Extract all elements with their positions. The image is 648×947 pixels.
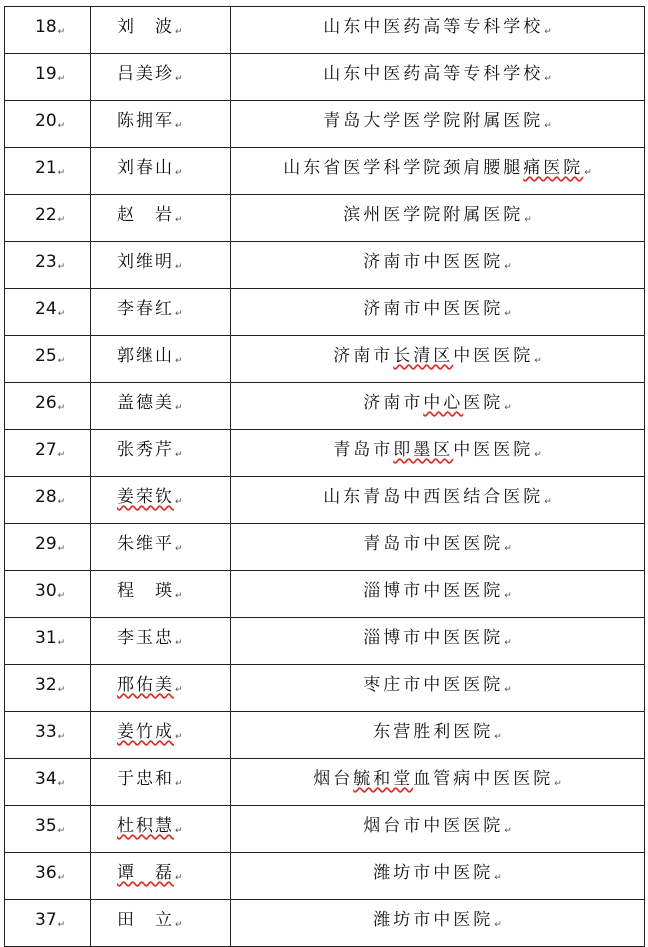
name-cell	[91, 900, 231, 947]
unit-cell	[231, 289, 645, 336]
table-row	[5, 665, 645, 712]
name-cell	[91, 101, 231, 148]
paragraph-mark-icon: ↵	[57, 121, 66, 131]
unit-cell	[231, 54, 645, 101]
paragraph-mark-icon: ↵	[175, 920, 183, 930]
row-number: 33	[35, 722, 57, 742]
paragraph-mark-icon: ↵	[175, 27, 183, 37]
paragraph-mark-icon: ↵	[504, 262, 512, 272]
paragraph-mark-icon: ↵	[57, 262, 66, 272]
person-name: 李玉忠	[117, 628, 174, 648]
row-number: 19	[35, 64, 57, 84]
row-number-cell	[5, 806, 91, 853]
paragraph-mark-icon: ↵	[57, 168, 66, 178]
table-row	[5, 524, 645, 571]
paragraph-mark-icon: ↵	[57, 497, 66, 507]
unit-cell	[231, 853, 645, 900]
paragraph-mark-icon: ↵	[175, 732, 183, 742]
name-cell	[91, 759, 231, 806]
paragraph-mark-icon: ↵	[57, 779, 66, 789]
table-row	[5, 195, 645, 242]
name-cell	[91, 430, 231, 477]
paragraph-mark-icon: ↵	[175, 826, 183, 836]
paragraph-mark-icon: ↵	[175, 638, 183, 648]
spellcheck-underline: 毓和堂	[353, 769, 414, 789]
row-number-cell	[5, 900, 91, 947]
row-number: 23	[35, 252, 57, 272]
table-row	[5, 242, 645, 289]
unit-cell	[231, 618, 645, 665]
paragraph-mark-icon: ↵	[175, 685, 183, 695]
row-number-cell	[5, 618, 91, 665]
unit-cell	[231, 477, 645, 524]
table-row	[5, 759, 645, 806]
name-cell	[91, 383, 231, 430]
row-number: 34	[35, 769, 57, 789]
person-name: 盖德美	[117, 393, 174, 413]
person-name: 朱维平	[117, 534, 174, 554]
work-unit: 枣庄市中医医院	[363, 675, 504, 695]
table-row	[5, 101, 645, 148]
paragraph-mark-icon: ↵	[57, 215, 66, 225]
work-unit: 潍坊市中医院	[373, 910, 494, 930]
row-number: 20	[35, 111, 57, 131]
work-unit: 潍坊市中医院	[373, 863, 494, 883]
row-number: 25	[35, 346, 57, 366]
work-unit: 济南市中心医院	[363, 393, 504, 413]
row-number-cell	[5, 336, 91, 383]
table-row	[5, 336, 645, 383]
paragraph-mark-icon: ↵	[57, 27, 66, 37]
work-unit: 山东中医药高等专科学校	[323, 64, 544, 84]
unit-cell	[231, 101, 645, 148]
person-name: 刘春山	[117, 158, 174, 178]
work-unit: 淄博市中医医院	[363, 628, 504, 648]
work-unit: 淄博市中医医院	[363, 581, 504, 601]
paragraph-mark-icon: ↵	[504, 544, 512, 554]
name-cell	[91, 712, 231, 759]
row-number: 31	[35, 628, 57, 648]
work-unit: 烟台毓和堂血管病中医医院	[313, 769, 554, 789]
row-number-cell	[5, 853, 91, 900]
paragraph-mark-icon: ↵	[57, 826, 66, 836]
work-unit: 青岛市中医医院	[363, 534, 504, 554]
row-number: 32	[35, 675, 57, 695]
paragraph-mark-icon: ↵	[175, 121, 183, 131]
row-number-cell	[5, 7, 91, 54]
person-name: 邢佑美	[117, 675, 174, 695]
work-unit: 山东中医药高等专科学校	[323, 17, 544, 37]
paragraph-mark-icon: ↵	[175, 168, 183, 178]
row-number-cell	[5, 430, 91, 477]
unit-cell	[231, 148, 645, 195]
table-row	[5, 7, 645, 54]
name-cell	[91, 54, 231, 101]
table-row	[5, 148, 645, 195]
row-number: 24	[35, 299, 57, 319]
unit-cell	[231, 383, 645, 430]
spellcheck-underline: 长清区	[393, 346, 454, 366]
table-row	[5, 54, 645, 101]
paragraph-mark-icon: ↵	[175, 403, 183, 413]
paragraph-mark-icon: ↵	[534, 450, 542, 460]
table-row	[5, 571, 645, 618]
paragraph-mark-icon: ↵	[57, 403, 66, 413]
paragraph-mark-icon: ↵	[524, 215, 532, 225]
person-name: 姜竹成	[117, 722, 174, 742]
person-name: 谭 磊	[117, 863, 174, 883]
unit-cell	[231, 430, 645, 477]
table-row	[5, 900, 645, 947]
person-name: 李春红	[117, 299, 174, 319]
paragraph-mark-icon: ↵	[544, 497, 552, 507]
row-number-cell	[5, 571, 91, 618]
row-number: 22	[35, 205, 57, 225]
paragraph-mark-icon: ↵	[175, 356, 183, 366]
work-unit: 济南市中医医院	[363, 299, 504, 319]
paragraph-mark-icon: ↵	[494, 873, 502, 883]
row-number-cell	[5, 477, 91, 524]
person-name: 张秀芹	[117, 440, 174, 460]
unit-cell	[231, 712, 645, 759]
row-number: 21	[35, 158, 57, 178]
roster-body	[5, 7, 645, 947]
name-cell	[91, 806, 231, 853]
paragraph-mark-icon: ↵	[57, 732, 66, 742]
row-number-cell	[5, 383, 91, 430]
spellcheck-underline: 即墨区	[393, 440, 454, 460]
paragraph-mark-icon: ↵	[175, 779, 183, 789]
work-unit: 济南市长清区中医医院	[333, 346, 534, 366]
row-number: 18	[35, 17, 57, 37]
row-number: 30	[35, 581, 57, 601]
roster-table	[4, 6, 645, 947]
paragraph-mark-icon: ↵	[57, 356, 66, 366]
unit-cell	[231, 242, 645, 289]
paragraph-mark-icon: ↵	[494, 920, 502, 930]
row-number-cell	[5, 148, 91, 195]
name-cell	[91, 289, 231, 336]
person-name: 赵 岩	[117, 205, 174, 225]
row-number-cell	[5, 665, 91, 712]
paragraph-mark-icon: ↵	[534, 356, 542, 366]
row-number-cell	[5, 101, 91, 148]
work-unit: 济南市中医医院	[363, 252, 504, 272]
paragraph-mark-icon: ↵	[544, 27, 552, 37]
unit-cell	[231, 336, 645, 383]
paragraph-mark-icon: ↵	[504, 591, 512, 601]
paragraph-mark-icon: ↵	[57, 920, 66, 930]
name-cell	[91, 7, 231, 54]
paragraph-mark-icon: ↵	[504, 309, 512, 319]
paragraph-mark-icon: ↵	[175, 309, 183, 319]
paragraph-mark-icon: ↵	[57, 685, 66, 695]
paragraph-mark-icon: ↵	[57, 591, 66, 601]
paragraph-mark-icon: ↵	[544, 121, 552, 131]
name-cell	[91, 148, 231, 195]
unit-cell	[231, 900, 645, 947]
name-cell	[91, 853, 231, 900]
paragraph-mark-icon: ↵	[175, 450, 183, 460]
paragraph-mark-icon: ↵	[57, 544, 66, 554]
unit-cell	[231, 759, 645, 806]
row-number-cell	[5, 195, 91, 242]
paragraph-mark-icon: ↵	[584, 168, 592, 178]
work-unit: 青岛市即墨区中医医院	[333, 440, 534, 460]
paragraph-mark-icon: ↵	[175, 873, 183, 883]
person-name: 于忠和	[117, 769, 174, 789]
paragraph-mark-icon: ↵	[57, 74, 66, 84]
name-cell	[91, 477, 231, 524]
paragraph-mark-icon: ↵	[57, 638, 66, 648]
table-row	[5, 618, 645, 665]
work-unit: 东营胜利医院	[373, 722, 494, 742]
paragraph-mark-icon: ↵	[554, 779, 562, 789]
name-cell	[91, 524, 231, 571]
paragraph-mark-icon: ↵	[175, 215, 183, 225]
paragraph-mark-icon: ↵	[504, 826, 512, 836]
unit-cell	[231, 195, 645, 242]
name-cell	[91, 665, 231, 712]
person-name: 刘维明	[117, 252, 174, 272]
row-number: 28	[35, 487, 57, 507]
work-unit: 山东省医学科学院颈肩腰腿痛医院	[283, 158, 584, 178]
paragraph-mark-icon: ↵	[57, 450, 66, 460]
table-row	[5, 430, 645, 477]
name-cell	[91, 195, 231, 242]
row-number: 29	[35, 534, 57, 554]
paragraph-mark-icon: ↵	[504, 403, 512, 413]
name-cell	[91, 571, 231, 618]
unit-cell	[231, 7, 645, 54]
person-name: 陈拥军	[117, 111, 174, 131]
row-number: 27	[35, 440, 57, 460]
paragraph-mark-icon: ↵	[544, 74, 552, 84]
person-name: 杜积慧	[117, 816, 174, 836]
person-name: 程 瑛	[117, 581, 174, 601]
name-cell	[91, 336, 231, 383]
row-number: 26	[35, 393, 57, 413]
row-number: 37	[35, 910, 57, 930]
name-cell	[91, 242, 231, 289]
paragraph-mark-icon: ↵	[175, 591, 183, 601]
row-number-cell	[5, 712, 91, 759]
spellcheck-underline: 痛医院	[523, 158, 584, 178]
unit-cell	[231, 524, 645, 571]
name-cell	[91, 618, 231, 665]
table-row	[5, 477, 645, 524]
paragraph-mark-icon: ↵	[504, 685, 512, 695]
row-number-cell	[5, 289, 91, 336]
work-unit: 青岛大学医学院附属医院	[323, 111, 544, 131]
table-row	[5, 289, 645, 336]
unit-cell	[231, 571, 645, 618]
person-name: 吕美珍	[117, 64, 174, 84]
paragraph-mark-icon: ↵	[57, 873, 66, 883]
work-unit: 山东青岛中西医结合医院	[323, 487, 544, 507]
person-name: 刘 波	[117, 17, 174, 37]
paragraph-mark-icon: ↵	[57, 309, 66, 319]
table-row	[5, 853, 645, 900]
paragraph-mark-icon: ↵	[175, 497, 183, 507]
table-row	[5, 712, 645, 759]
row-number-cell	[5, 759, 91, 806]
paragraph-mark-icon: ↵	[494, 732, 502, 742]
row-number: 35	[35, 816, 57, 836]
paragraph-mark-icon: ↵	[175, 544, 183, 554]
table-row	[5, 383, 645, 430]
person-name: 姜荣钦	[117, 487, 174, 507]
row-number-cell	[5, 54, 91, 101]
paragraph-mark-icon: ↵	[175, 262, 183, 272]
row-number-cell	[5, 524, 91, 571]
work-unit: 烟台市中医医院	[363, 816, 504, 836]
spellcheck-underline: 中心	[423, 393, 464, 413]
row-number-cell	[5, 242, 91, 289]
unit-cell	[231, 665, 645, 712]
unit-cell	[231, 806, 645, 853]
paragraph-mark-icon: ↵	[504, 638, 512, 648]
person-name: 田 立	[117, 910, 174, 930]
paragraph-mark-icon: ↵	[175, 74, 183, 84]
person-name: 郭继山	[117, 346, 174, 366]
table-row	[5, 806, 645, 853]
row-number: 36	[35, 863, 57, 883]
work-unit: 滨州医学院附属医院	[343, 205, 524, 225]
